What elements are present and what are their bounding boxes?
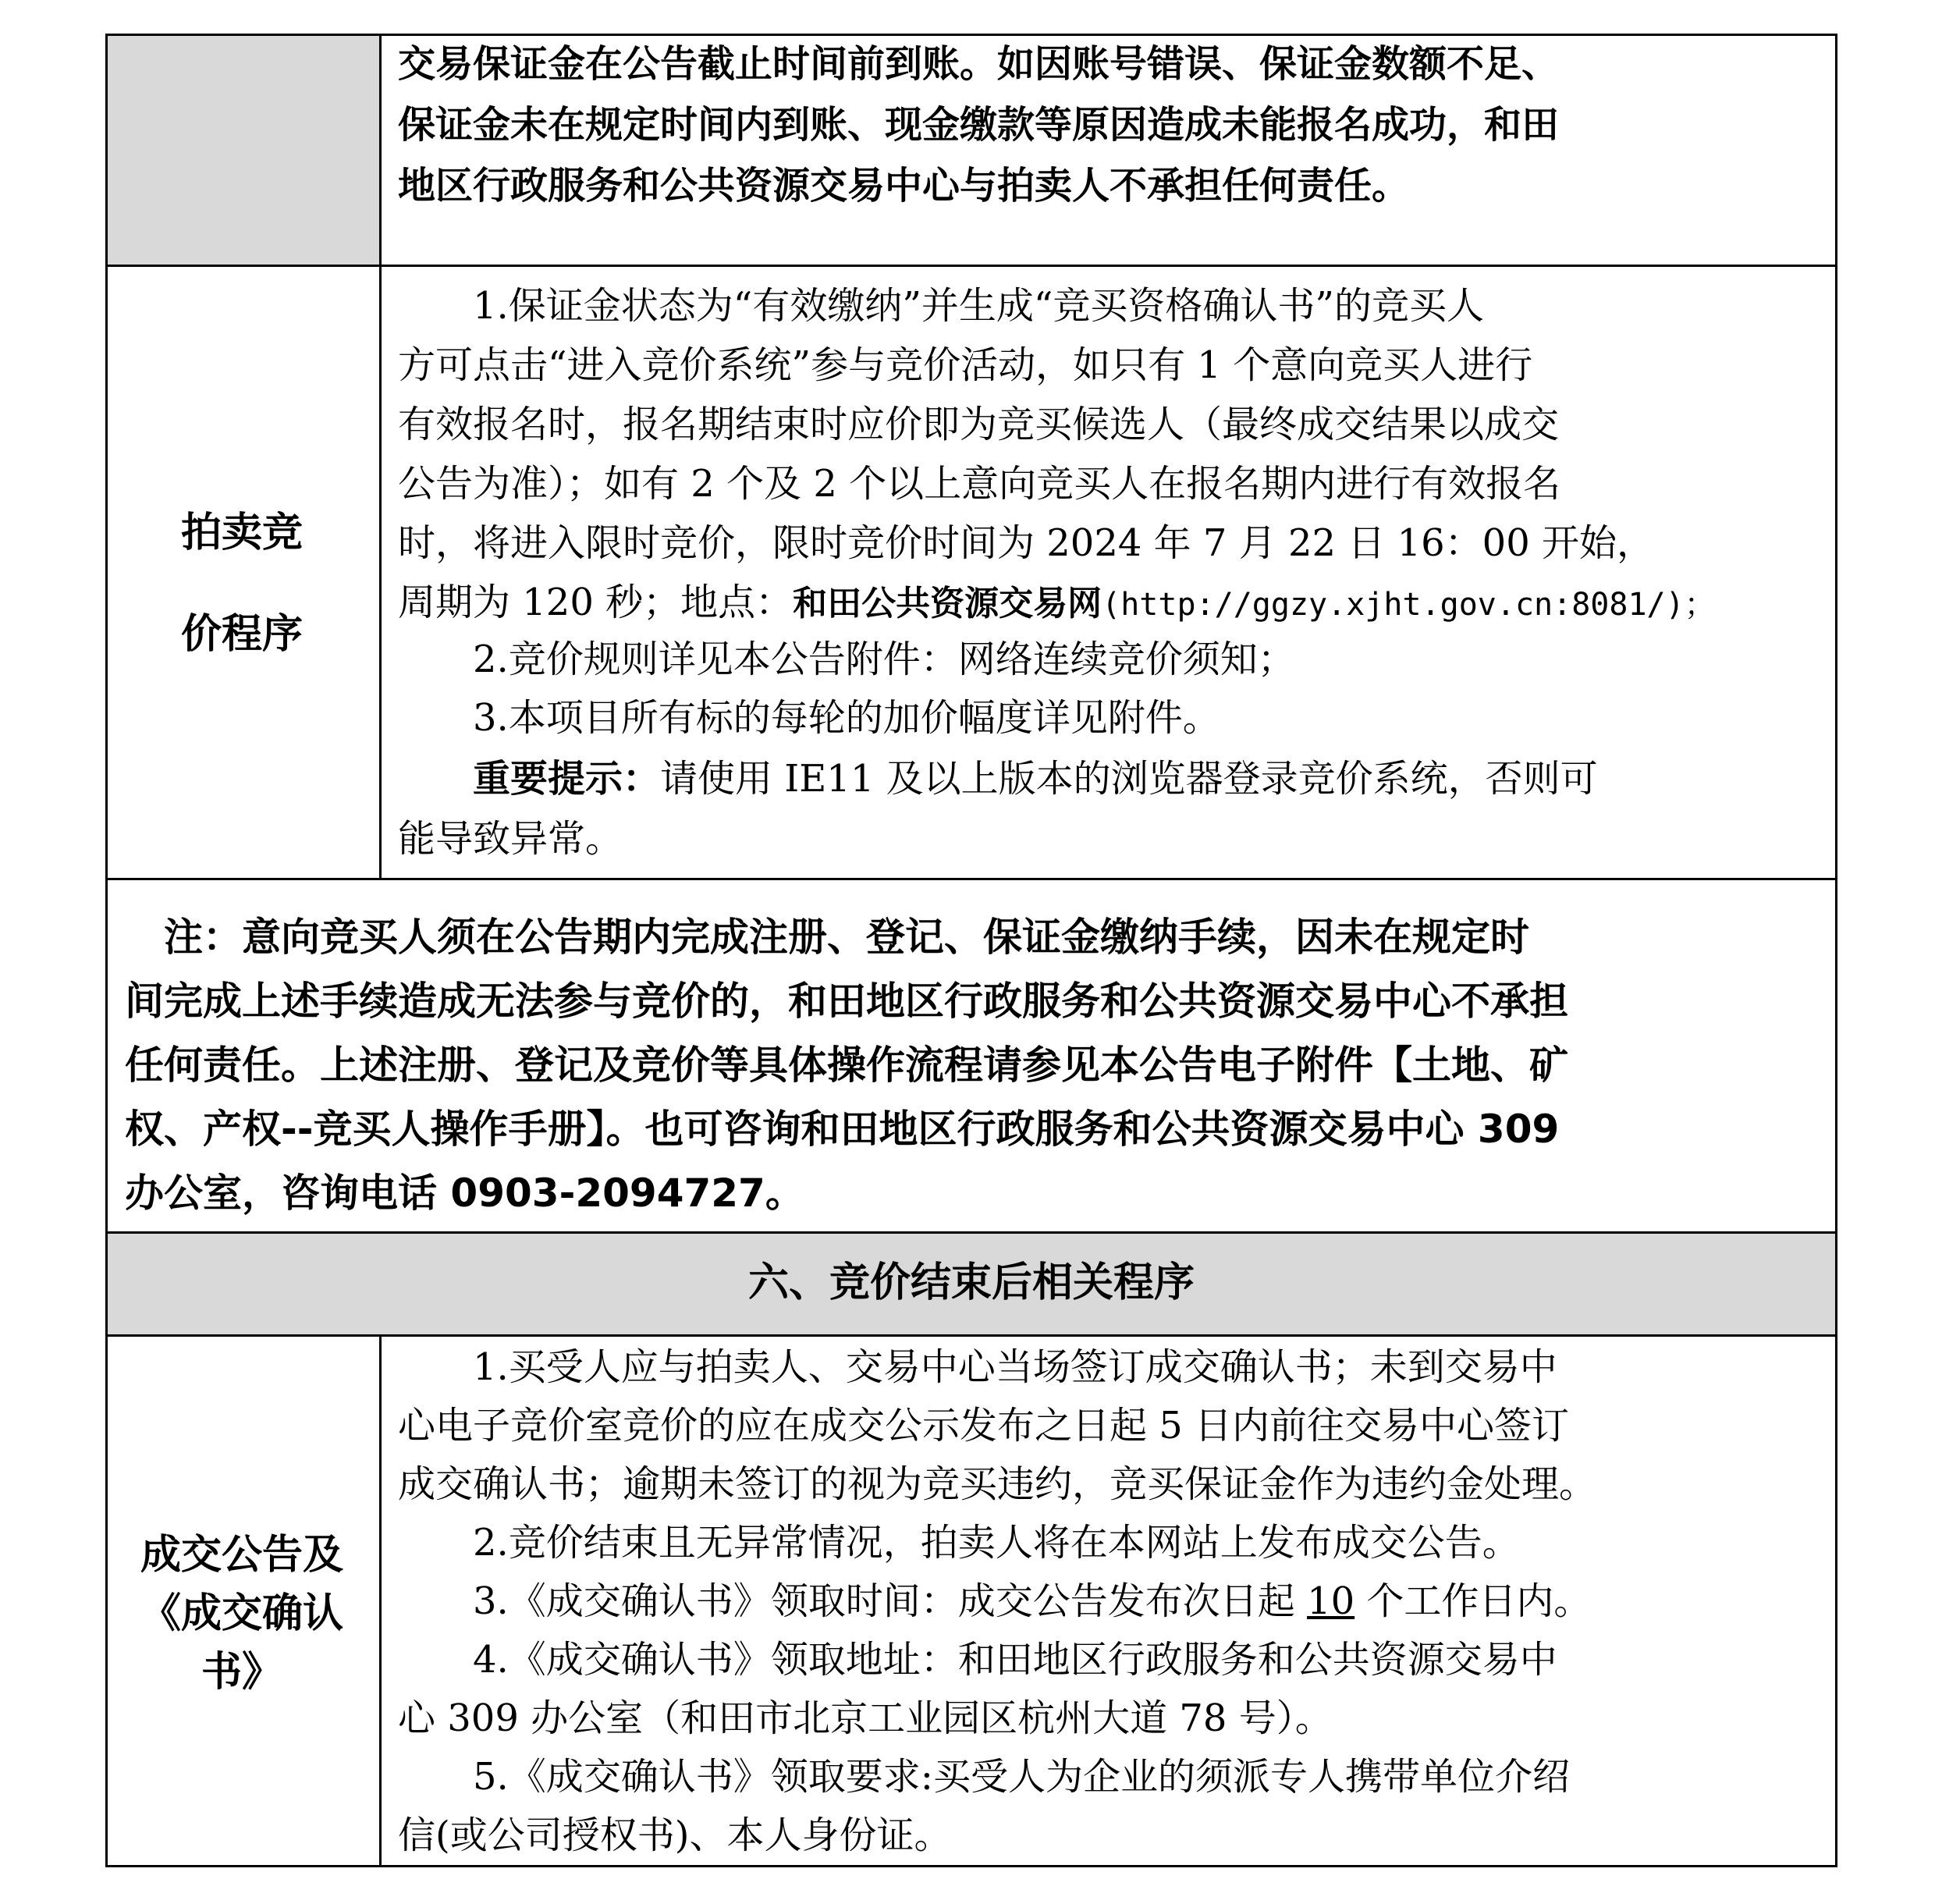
row3-label-line-2: 《成交确认 [140,1590,343,1637]
row3-workdays-number: 10 [1307,1579,1355,1623]
table-border-row1-bottom [105,265,1837,267]
row3-line-5-suffix: 个工作日内。 [1354,1579,1592,1623]
row1-label-cell [107,35,380,265]
row2-tip-line [398,755,1818,802]
row1-line-2: 保证金未在规定时间内到账、现金缴款等原因造成未能报名成功，和田 [398,103,1560,147]
row2-line-6-prefix: 周期为 120 秒；地点： [398,581,794,624]
row2-line-7: 2.竞价规则详见本公告附件：网络连续竞价须知； [398,638,1295,681]
row3-line-2: 心电子竞价室竞价的应在成交公示发布之日起 5 日内前往交易中心签订 [398,1404,1570,1448]
row2-line-8: 3.本项目所有标的每轮的加价幅度详见附件。 [398,696,1220,740]
row3-label-line-1: 成交公告及 [140,1532,343,1579]
note-line-1: 注：意向竞买人须在公告期内完成注册、登记、保证金缴纳手续，因未在规定时 [125,915,1529,960]
table-border-section6-bottom [105,1334,1837,1337]
row3-label-line-3: 书》 [201,1649,282,1696]
row2-line-2: 方可点击“进入竞价系统”参与竞价活动，如只有 1 个意向竞买人进行 [398,343,1533,387]
note-line-3: 任何责任。上述注册、登记及竞价等具体操作流程请参见本公告电子附件【土地、矿 [125,1043,1568,1088]
table-divider-upper [379,34,382,880]
row2-label-line-2: 价程序 [180,611,303,658]
row2-tip-label: 重要提示： [473,757,661,801]
table-border-bottom [105,1865,1837,1867]
row2-line-1: 1.保证金状态为“有效缴纳”并生成“竞买资格确认书”的竞买人 [398,284,1484,328]
table-border-row2-bottom [105,878,1837,880]
row2-line-3: 有效报名时，报名期结束时应价即为竞买候选人（最终成交结果以成交 [398,403,1560,446]
row2-label-line-1: 拍卖竞 [180,510,303,556]
row3-line-4: 2.竞价结束且无异常情况，拍卖人将在本网站上发布成交公告。 [398,1521,1520,1565]
table-border-note-bottom [105,1231,1837,1234]
note-line-2: 间完成上述手续造成无法参与竞价的，和田地区行政服务和公共资源交易中心不承担 [125,979,1568,1024]
row2-site-name: 和田公共资源交易网 [793,584,1102,623]
row3-line-5-prefix: 3.《成交确认书》领取时间：成交公告发布次日起 [398,1579,1308,1623]
row3-line-9: 信(或公司授权书)、本人身份证。 [398,1813,952,1857]
row3-line-5 [398,1578,1818,1625]
section6-title: 六、竞价结束后相关程序 [747,1259,1195,1306]
row2-tip-text: 请使用 IE11 及以上版本的浏览器登录竞价系统，否则可 [660,757,1598,801]
row2-line-5: 时，将进入限时竞价，限时竞价时间为 2024 年 7 月 22 日 16：00 开始， [398,521,1654,565]
table-border-top [105,34,1837,36]
row3-line-7: 心 309 办公室（和田市北京工业园区杭州大道 78 号）。 [398,1696,1333,1740]
row3-line-1: 1.买受人应与拍卖人、交易中心当场签订成交确认书；未到交易中 [398,1345,1557,1389]
row2-line-4: 公告为准）；如有 2 个及 2 个以上意向竞买人在报名期内进行有效报名 [398,462,1561,506]
row2-site-url[interactable]: (http://ggzy.xjht.gov.cn:8081/)； [1102,587,1716,623]
note-line-4: 权、产权--竞买人操作手册】。也可咨询和田地区行政服务和公共资源交易中心 309 [125,1107,1560,1152]
row3-line-3: 成交确认书；逾期未签订的视为竞买违约，竞买保证金作为违约金处理。 [398,1462,1597,1506]
note-line-5: 办公室，咨询电话 0903-2094727。 [125,1170,804,1216]
table-border-right [1835,34,1837,1867]
row2-tip-line-2: 能导致异常。 [398,817,623,861]
row1-line-3: 地区行政服务和公共资源交易中心与拍卖人不承担任何责任。 [398,164,1410,208]
row3-line-6: 4.《成交确认书》领取地址：和田地区行政服务和公共资源交易中 [398,1638,1557,1682]
row1-line-1: 交易保证金在公告截止时间前到账。如因账号错误、保证金数额不足、 [398,42,1560,86]
table-divider-lower [379,1334,382,1867]
row2-line-6 [398,579,1818,628]
row3-line-8: 5.《成交确认书》领取要求:买受人为企业的须派专人携带单位介绍 [398,1755,1570,1799]
